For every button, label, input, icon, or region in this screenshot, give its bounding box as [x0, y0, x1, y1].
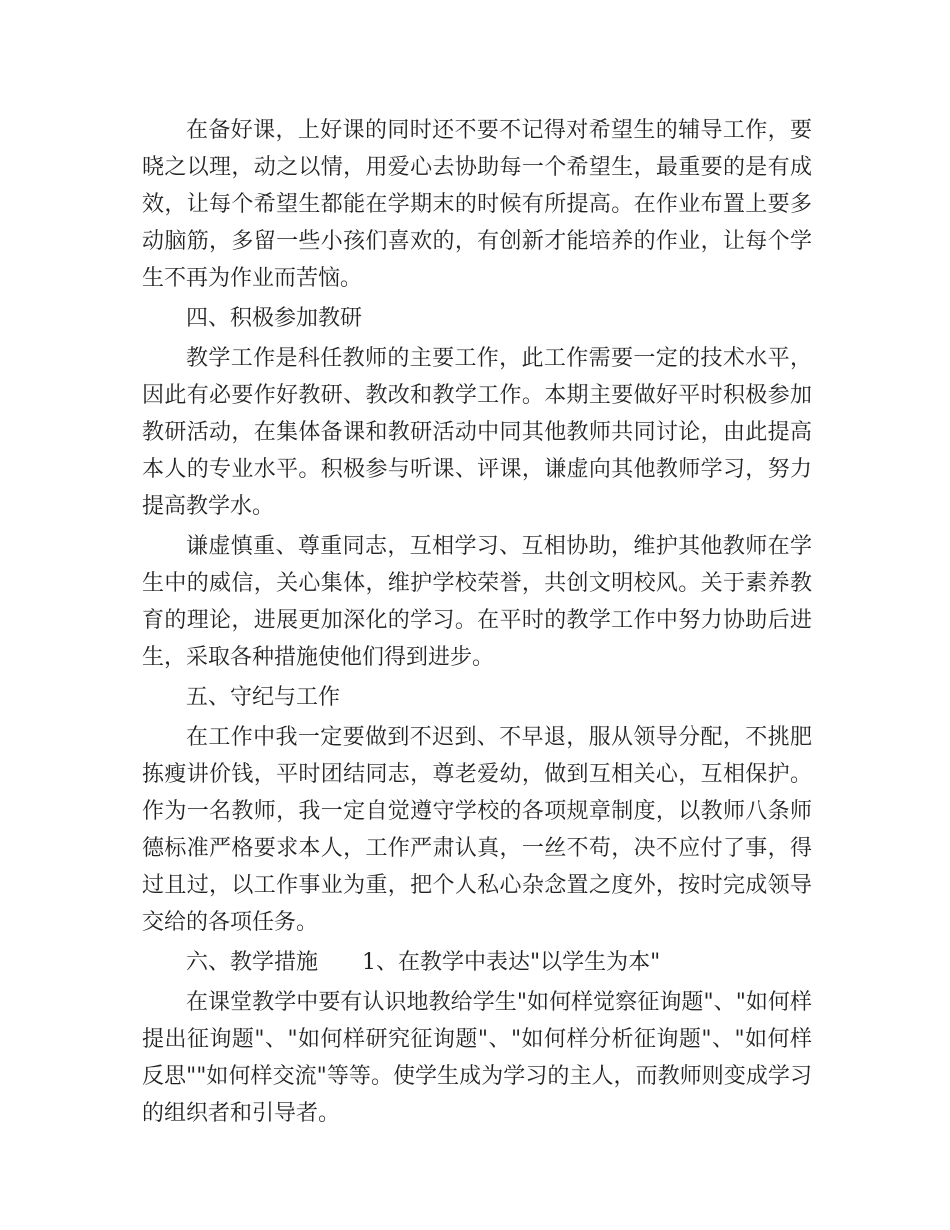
heading-section-four: 四、积极参加教研 — [186, 306, 363, 331]
section-six-subtitle: 1、在教学中表达"以学生为本" — [362, 950, 661, 975]
document-body — [142, 112, 812, 1135]
paragraph-cooperation: 谦虚慎重、尊重同志，互相学习、互相协助，维护其他教师在学生中的威信，关心集体，维护学校荣誉，共创文明校风。关于素养教育的理论，进展更加深化的学习。在平时的教学工作中努力协助后进生，采取各种措施使他们得到进步。 — [142, 534, 812, 670]
paragraph-tutoring: 在备好课，上好课的同时还不要不记得对希望生的辅导工作，要晓之以理，动之以情，用爱心去协助每一个希望生，最重要的是有成效，让每个希望生都能在学期末的时候有所提高。在作业布置上要多动脑筋，多留一些小孩们喜欢的，有创新才能培养的作业，让每个学生不再为作业而苦恼。 — [142, 118, 812, 291]
section-six-title: 六、教学措施 — [186, 950, 319, 975]
paragraph-student-centered: 在课堂教学中要有认识地教给学生"如何样觉察征询题"、"如何样提出征询题"、"如何样研究征询题"、"如何样分析征询题"、"如何样反思""如何样交流"等等。使学生成为学习的主人，而教师则变成学习的组织者和引导者。 — [142, 990, 812, 1126]
heading-section-six — [142, 944, 812, 981]
paragraph-discipline: 在工作中我一定要做到不迟到、不早退，服从领导分配，不挑肥拣瘦讲价钱，平时团结同志，尊老爱幼，做到互相关心，互相保护。作为一名教师，我一定自觉遵守学校的各项规章制度，以教师八条师德标准严格要求本人，工作严肃认真，一丝不苟，决不应付了事，得过且过，以工作事业为重，把个人私心杂念置之度外，按时完成领导交给的各项任务。 — [142, 725, 812, 935]
paragraph-teaching-research: 教学工作是科任教师的主要工作，此工作需要一定的技术水平，因此有必要作好教研、教改和教学工作。本期主要做好平时积极参加教研活动，在集体备课和教研活动中同其他教师共同讨论，由此提高本人的专业水平。积极参与听课、评课，谦虚向其他教师学习，努力提高教学水。 — [142, 346, 812, 519]
heading-section-five: 五、守纪与工作 — [186, 685, 341, 710]
